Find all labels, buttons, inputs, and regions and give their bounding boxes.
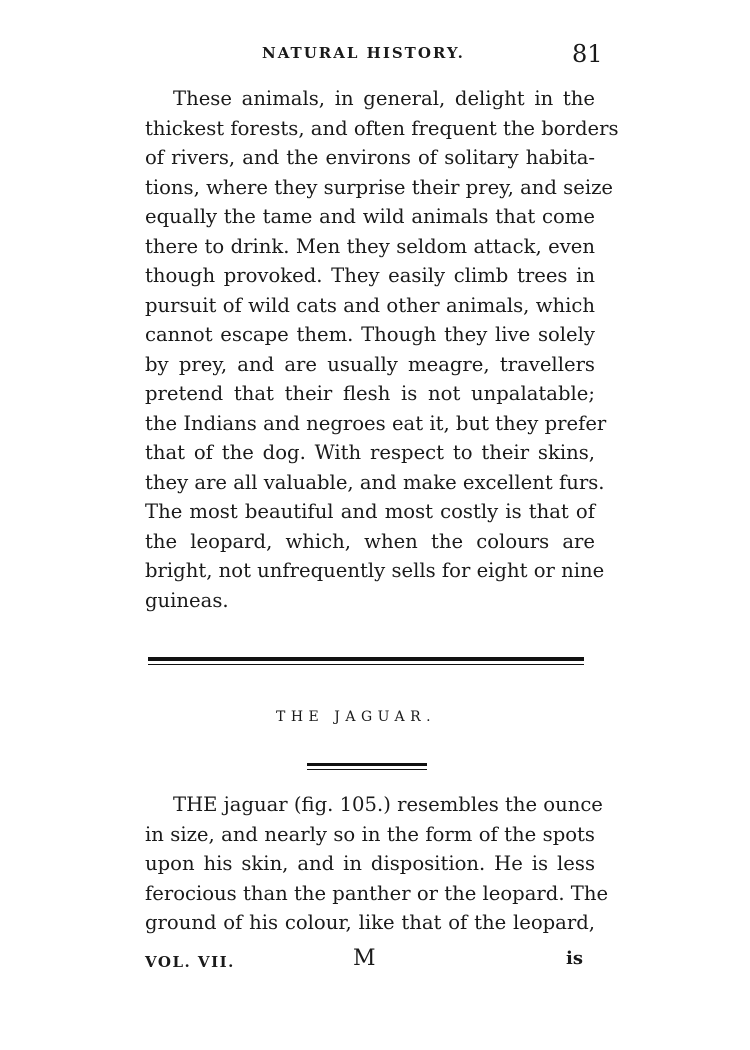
text-line: ground of his colour, like that of the leopard, xyxy=(145,911,595,934)
signature-mark: M xyxy=(353,946,376,971)
paragraph-jaguar xyxy=(145,790,609,938)
text-line: the leopard, which, when the colours are xyxy=(145,529,595,553)
running-head: NATURAL HISTORY. xyxy=(262,44,465,62)
text-line: that of the dog. With respect to their skins, xyxy=(145,441,595,464)
text-line: upon his skin, and in disposition. He is less xyxy=(145,852,595,875)
rule-thin xyxy=(307,769,427,770)
section-divider-rule xyxy=(148,657,584,665)
text-line: by prey, and are usually meagre, travellers xyxy=(145,352,595,376)
rule-thick xyxy=(307,763,427,766)
catchword: is xyxy=(566,948,583,969)
text-line: of rivers, and the environs of solitary habita- xyxy=(145,146,595,169)
text-line: THE jaguar (fig. 105.) resembles the ounce xyxy=(173,793,603,816)
text-line: These animals, in general, delight in the xyxy=(173,87,595,110)
text-line: pretend that their flesh is not unpalatable; xyxy=(145,382,595,405)
rule-thin xyxy=(148,664,584,665)
text-line: equally the tame and wild animals that come xyxy=(145,205,595,228)
text-line: the Indians and negroes eat it, but they prefer xyxy=(145,411,607,435)
volume-label: VOL. VII. xyxy=(145,953,235,971)
text-line: ferocious than the panther or the leopard. The xyxy=(145,881,609,905)
text-line: bright, not unfrequently sells for eight or nine xyxy=(145,559,605,582)
title-underline-rule xyxy=(307,763,427,771)
page-number: 81 xyxy=(572,40,603,68)
text-line: they are all valuable, and make excellent furs. xyxy=(145,470,605,494)
text-line: tions, where they surprise their prey, and seize xyxy=(145,175,614,199)
paragraph-animals xyxy=(145,84,619,615)
text-line: though provoked. They easily climb trees in xyxy=(145,264,595,287)
text-line: guineas. xyxy=(145,588,229,612)
section-title: THE JAGUAR. xyxy=(276,709,437,725)
text-line: cannot escape them. Though they live solely xyxy=(145,323,595,346)
text-line: thickest forests, and often frequent the borders xyxy=(145,116,619,140)
text-line: in size, and nearly so in the form of the spots xyxy=(145,822,595,846)
text-line: The most beautiful and most costly is that of xyxy=(145,500,595,523)
text-line: pursuit of wild cats and other animals, which xyxy=(145,293,595,317)
rule-thick xyxy=(148,657,584,661)
text-line: there to drink. Men they seldom attack, even xyxy=(145,234,595,258)
